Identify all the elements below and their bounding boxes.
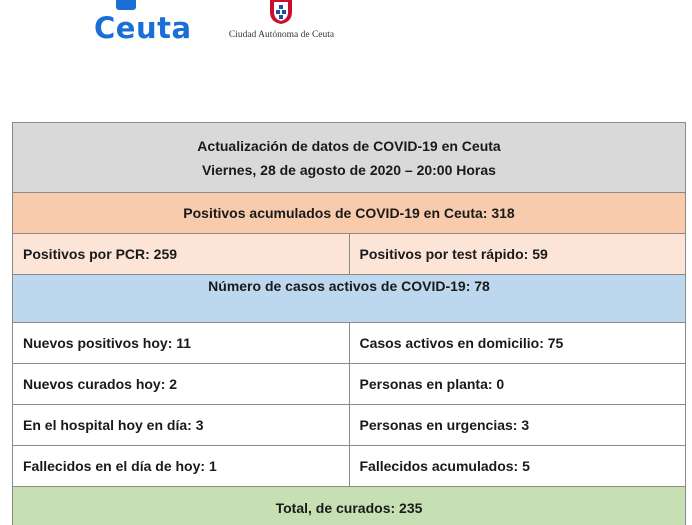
table-row xyxy=(13,364,686,405)
positivos-pcr-cell: Positivos por PCR: 259 xyxy=(13,234,350,275)
table-title: Actualización de datos de COVID-19 en Ceuta xyxy=(197,137,501,154)
fallecidos-acumulados-cell: Fallecidos acumulados: 5 xyxy=(349,446,686,487)
ceuta-logo xyxy=(92,0,202,46)
table-row xyxy=(13,323,686,364)
positivos-test-rapido-cell: Positivos por test rápido: 59 xyxy=(349,234,686,275)
table-date: Viernes, 28 de agosto de 2020 – 20:00 Horas xyxy=(202,161,496,178)
personas-planta-cell: Personas en planta: 0 xyxy=(349,364,686,405)
ciudad-autonoma-text: Ciudad Autónoma de Ceuta xyxy=(228,30,335,40)
table-title-row xyxy=(13,123,686,193)
casos-activos-row xyxy=(13,275,686,323)
ciudad-autonoma-logo xyxy=(214,0,349,46)
ceuta-logo-text: Ceuta xyxy=(94,11,192,45)
nuevos-curados-cell: Nuevos curados hoy: 2 xyxy=(13,364,350,405)
personas-urgencias-cell: Personas en urgencias: 3 xyxy=(349,405,686,446)
casos-domicilio-cell: Casos activos en domicilio: 75 xyxy=(349,323,686,364)
total-curados-cell: Total, de curados: 235 xyxy=(13,487,686,525)
table-row xyxy=(13,446,686,487)
positivos-acumulados-row xyxy=(13,193,686,234)
ceuta-logo-mark xyxy=(116,0,136,10)
nuevos-positivos-cell: Nuevos positivos hoy: 11 xyxy=(13,323,350,364)
table-title-cell xyxy=(13,123,686,193)
casos-activos-cell: Número de casos activos de COVID-19: 78 xyxy=(13,275,686,323)
hospital-hoy-cell: En el hospital hoy en día: 3 xyxy=(13,405,350,446)
table-row xyxy=(13,405,686,446)
fallecidos-hoy-cell: Fallecidos en el día de hoy: 1 xyxy=(13,446,350,487)
coat-of-arms-icon xyxy=(266,0,296,24)
positivos-breakdown-row xyxy=(13,234,686,275)
covid-data-table xyxy=(12,122,686,525)
total-curados-row xyxy=(13,487,686,525)
positivos-acumulados-cell: Positivos acumulados de COVID-19 en Ceuta: 318 xyxy=(13,193,686,234)
